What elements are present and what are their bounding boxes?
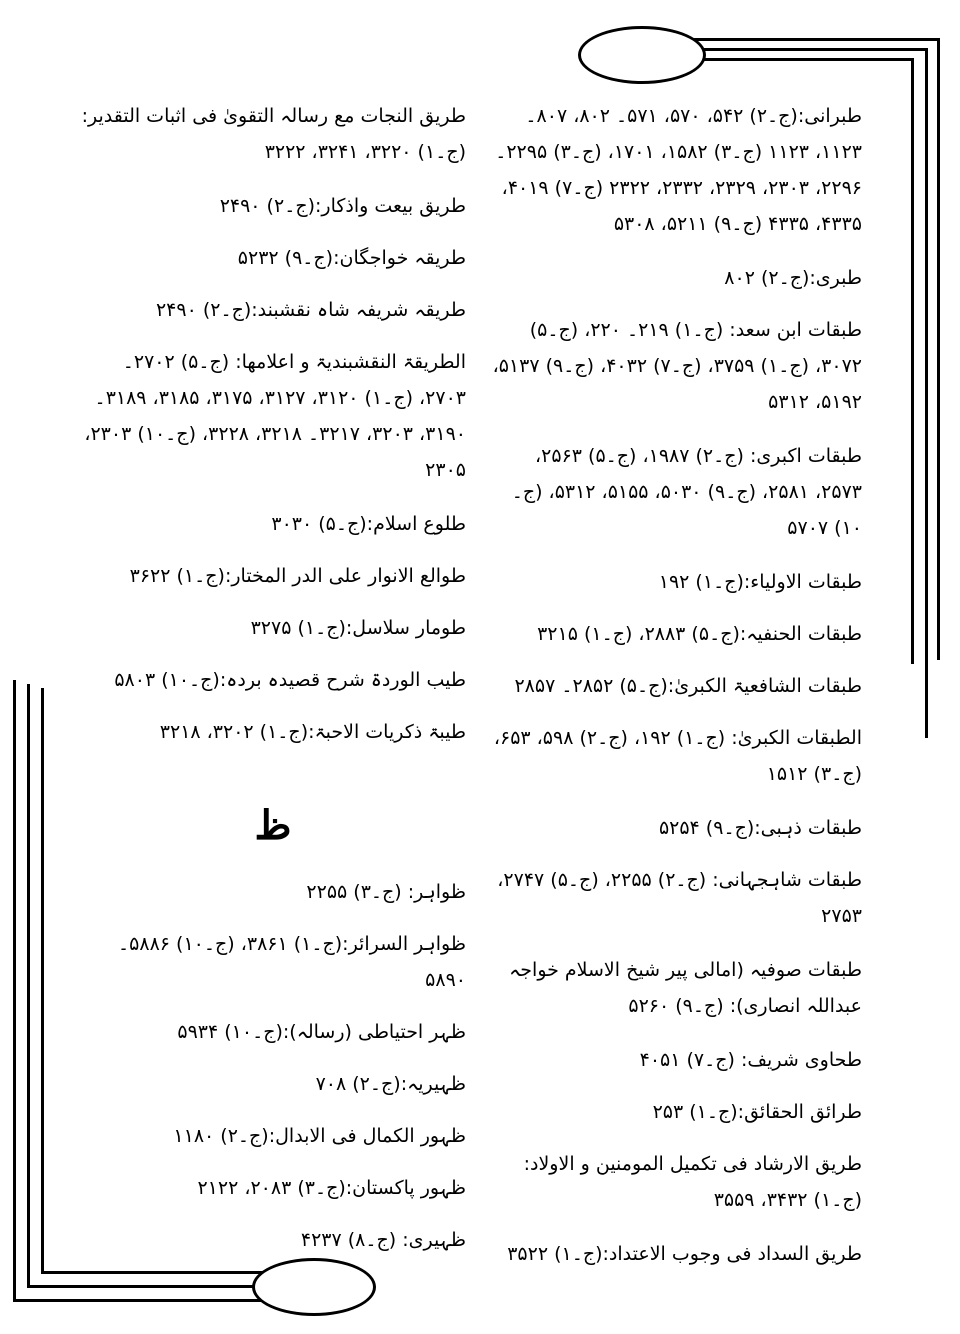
index-entry: طبقات الاولیاء:(ج۔۱) ۱۹۲: [658, 571, 862, 593]
index-entry: ظہور پاکستان:(ج۔۳) ۲۰۸۳، ۲۱۲۲: [197, 1177, 466, 1199]
index-entry: طبقات شاہجہانی: (ج۔۲) ۲۲۵۵، (ج۔۵) ۲۷۴۷، ۲۷۵۳: [497, 869, 862, 927]
index-entry: الطریقۃ النقشبندیۃ و اعلامھا: (ج۔۵) ۲۷۰۲۔ ۲۷۰۳، (ج۔۱) ۳۱۲۰، ۳۱۲۷، ۳۱۷۵، ۳۱۸۵، ۳۱۸۹۔ ۳۱۹۰، ۳۲۰۳، ۳۲۱۷۔ ۳۲۱۸، ۳۲۲۸، (ج۔۱۰) ۲۳۰۳، ۲۳۰۵: [84, 351, 466, 481]
index-column-left: [80, 98, 466, 1274]
frame-right-line-inner: [911, 58, 914, 664]
index-entry: طریقہ خواجگان:(ج۔۹) ۵۲۳۲: [237, 247, 466, 269]
index-column-right: [488, 98, 862, 1288]
index-entry: طحاوی شریف: (ج۔۷) ۴۰۵۱: [639, 1049, 862, 1071]
index-entry: ظہیری: (ج۔۸) ۴۲۳۷: [300, 1229, 466, 1251]
index-entry: طبقات ابن سعد: (ج۔۱) ۲۱۹۔ ۲۲۰، (ج۔۵) ۳۰۷۲، (ج۔۱) ۳۷۵۹، (ج۔۷) ۴۰۳۲، (ج۔۹) ۵۱۳۷، ۵۱۹۲، ۵۳۱۲: [492, 319, 862, 413]
frame-left-line-outer: [13, 680, 16, 1302]
frame-right-line-outer: [937, 38, 940, 660]
index-entry: طبقات اکبری: (ج۔۲) ۱۹۸۷، (ج۔۵) ۲۵۶۳، ۲۵۷۳، ۲۵۸۱، (ج۔۹) ۵۰۳۰، ۵۱۵۵، ۵۳۱۲، (ج۔۱۰) ۵۷۰۷: [511, 445, 862, 539]
index-entry: طبقات الحنفیہ:(ج۔۵) ۲۸۸۳، (ج۔۱) ۳۲۱۵: [537, 623, 862, 645]
index-entry: ظواہر: (ج۔۳) ۲۲۵۵: [306, 881, 466, 903]
index-entry: طرائق الحقائق:(ج۔۱) ۲۵۳: [652, 1101, 862, 1123]
index-entry: طبقات الشافعیۃ الکبریٰ:(ج۔۵) ۲۸۵۲۔ ۲۸۵۷: [514, 675, 862, 697]
index-entry: طریق الارشاد فی تکمیل المومنین و الاولاد: (ج۔۱) ۳۴۳۲، ۳۵۵۹: [523, 1153, 862, 1211]
index-entry: ظہیریہ:(ج۔۲) ۷۰۸: [315, 1073, 466, 1095]
index-entry: طبقات صوفیہ (امالی پیر شیخ الاسلام خواجہ عبداللہ انصاری): (ج۔۹) ۵۲۶۰: [509, 959, 862, 1017]
index-entry: ظہر احتیاطی (رسالہ):(ج۔۱۰) ۵۹۳۴: [177, 1021, 466, 1043]
index-entry: طیبۃ ذکریات الاحبۃ:(ج۔۱) ۳۲۰۲، ۳۲۱۸: [159, 721, 466, 743]
index-entry: طومار سلاسل:(ج۔۱) ۳۲۷۵: [250, 617, 466, 639]
index-entry: ظہور الکمال فی الابدال:(ج۔۲) ۱۱۸۰: [173, 1125, 466, 1147]
index-entry: طریق بیعت واذکار:(ج۔۲) ۲۴۹۰: [219, 195, 466, 217]
index-entry: طلوع اسلام:(ج۔۵) ۳۰۳۰: [271, 513, 466, 535]
index-entry: طیب الوردۃ شرح قصیدہ بردہ:(ج۔۱۰) ۵۸۰۳: [114, 669, 466, 691]
frame-right-line-middle: [925, 48, 928, 738]
index-entry: ظواہر السرائر:(ج۔۱) ۳۸۶۱، (ج۔۱۰) ۵۸۸۶۔ ۵۸۹۰: [118, 933, 466, 991]
index-entry: طوالع الانوار علی الدر المختار:(ج۔۱) ۳۶۲۲: [129, 565, 466, 587]
index-entry: طبرانی:(ج۔۲) ۵۴۲، ۵۷۰، ۵۷۱۔ ۸۰۲، ۸۰۷۔ ۱۱۲۳، ۱۱۲۳ (ج۔۳) ۱۵۸۲، ۱۷۰۱، (ج۔۳) ۲۲۹۵۔ ۲۲۹۶، ۲۳۰۳، ۲۳۲۹، ۲۳۳۲، ۲۳۲۲ (ج۔۷) ۴۰۱۹، ۴۳۳۵، ۴۳۳۵ (ج۔۹) ۵۲۱۱، ۵۳۰۸: [495, 105, 862, 235]
letter-section-heading: ظ: [254, 802, 292, 849]
frame-left-line-middle: [27, 684, 30, 1288]
frame-left-line-inner: [41, 688, 44, 1274]
frame-top-oval: [578, 26, 706, 84]
index-entry: طبقات ذہبی:(ج۔۹) ۵۲۵۴: [658, 817, 862, 839]
index-entry: طریقہ شریفہ شاہ نقشبند:(ج۔۲) ۲۴۹۰: [155, 299, 466, 321]
index-entry: طریق السداد فی وجوب الاعتداد:(ج۔۱) ۳۵۲۲: [507, 1243, 862, 1265]
index-entry: طریق النجات مع رسالہ التقویٰ فی اثبات التقدیر:(ج۔۱) ۳۲۲۰، ۳۲۴۱، ۳۲۲۲: [81, 105, 466, 163]
index-entry: الطبقات الکبریٰ: (ج۔۱) ۱۹۲، (ج۔۲) ۵۹۸، ۶۵۳، (ج۔۳) ۱۵۱۲: [493, 727, 862, 785]
index-entry: طبری:(ج۔۲) ۸۰۲: [724, 267, 862, 289]
